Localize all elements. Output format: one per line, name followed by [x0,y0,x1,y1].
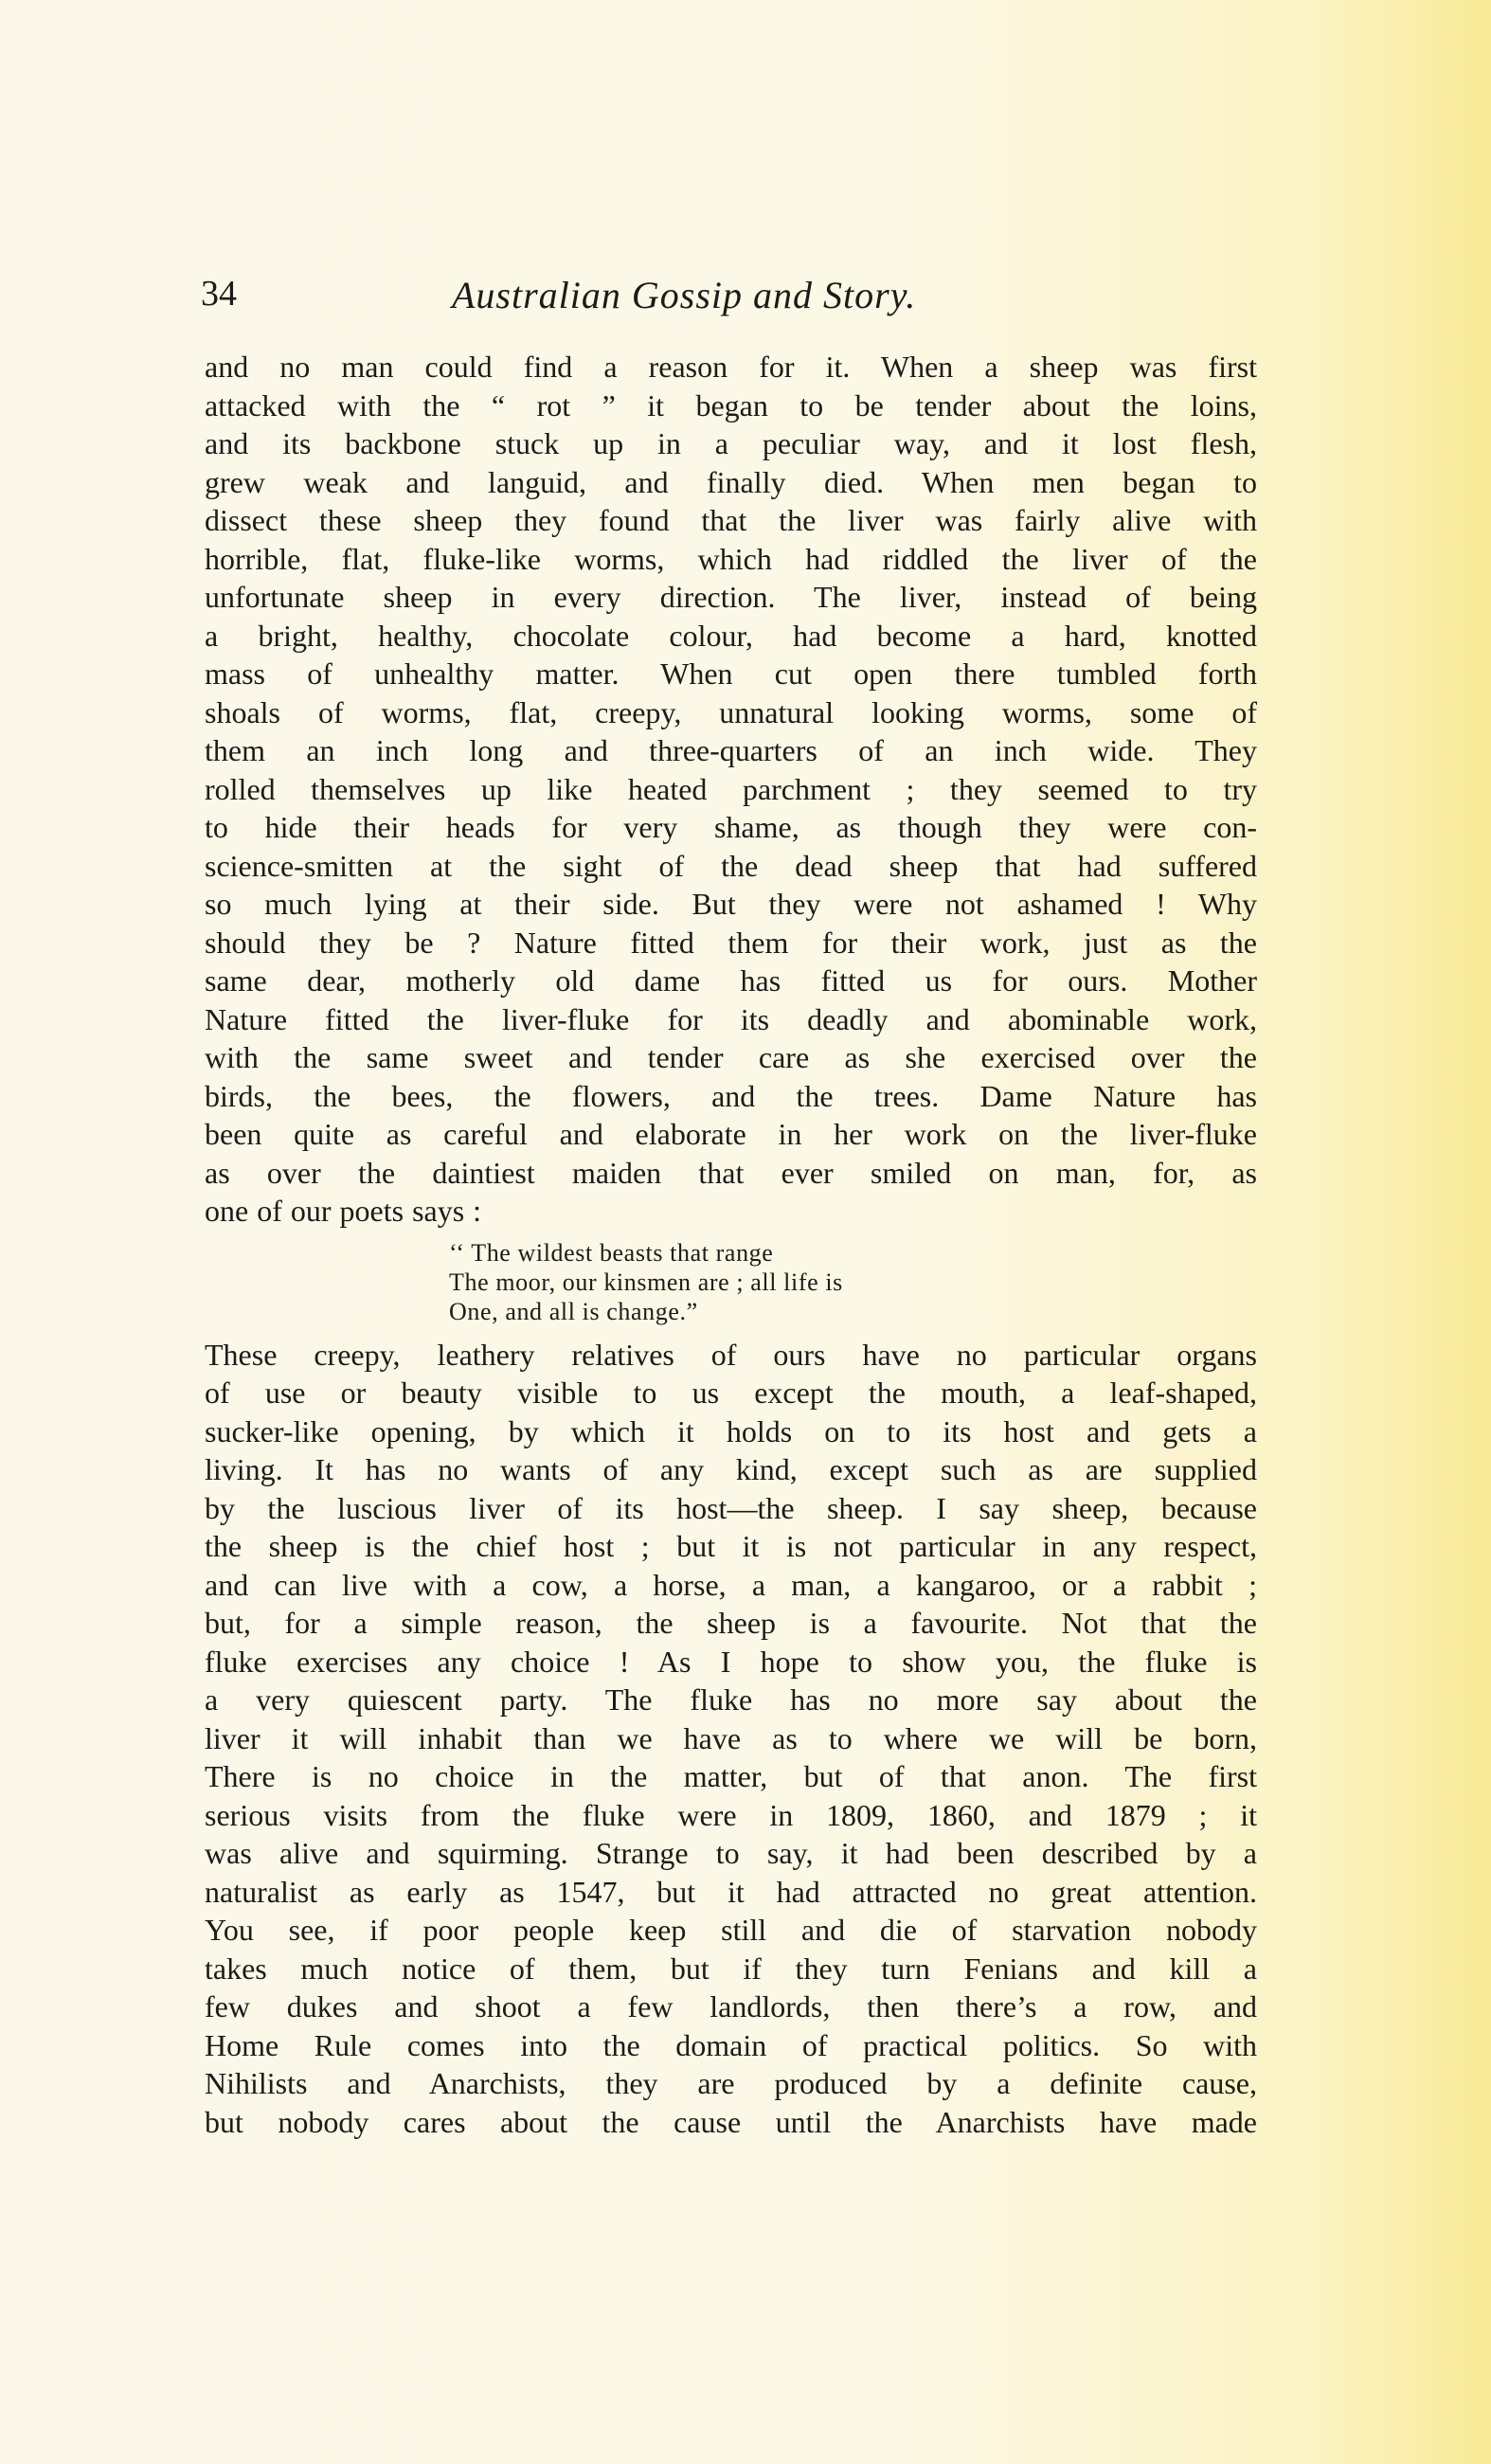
text-line: grew weak and languid, and finally died. When men began to [205,464,1257,499]
text-line: should they be ? Nature fitted them for their work, just as the [205,925,1257,960]
text-line: few dukes and shoot a few landlords, then there’s a row, and [205,1989,1257,2023]
text-line: and its backbone stuck up in a peculiar way, and it lost flesh, [205,426,1257,460]
text-line: serious visits from the fluke were in 1809, 1860, and 1879 ; it [205,1797,1257,1832]
text-line: a bright, healthy, chocolate colour, had become a hard, knotted [205,618,1257,653]
verse-line: One, and all is change.” [449,1297,698,1325]
text-line: sucker-like opening, by which it holds on to its host and gets a [205,1413,1257,1448]
text-line: science-smitten at the sight of the dead sheep that had suffered [205,848,1257,883]
text-line: and no man could find a reason for it. When a sheep was first [205,350,1257,384]
text-line: so much lying at their side. But they were not ashamed ! Why [205,887,1257,921]
running-head [201,273,1252,320]
text-line: to hide their heads for very shame, as though they were con- [205,810,1257,844]
text-line: was alive and squirming. Strange to say, it had been described by a [205,1836,1257,1870]
text-line: a very quiescent party. The fluke has no more say about the [205,1682,1257,1717]
text-line: takes much notice of them, but if they turn Fenians and kill a [205,1951,1257,1986]
text-line: birds, the bees, the flowers, and the trees. Dame Nature has [205,1078,1257,1113]
text-line: liver it will inhabit than we have as to where we will be born, [205,1720,1257,1755]
text-line: and can live with a cow, a horse, a man, a kangaroo, or a rabbit ; [205,1567,1257,1602]
text-line: living. It has no wants of any kind, except such as are supplied [205,1452,1257,1486]
text-line: but, for a simple reason, the sheep is a favourite. Not that the [205,1606,1257,1640]
text-line: of use or beauty visible to us except the mouth, a leaf-shaped, [205,1376,1257,1410]
body-text [205,348,1257,2141]
text-line: dissect these sheep they found that the liver was fairly alive with [205,503,1257,537]
text-line: one of our poets says : [205,1194,482,1228]
text-line: shoals of worms, flat, creepy, unnatural looking worms, some of [205,694,1257,729]
verse-line: The moor, our kinsmen are ; all life is [449,1268,843,1296]
text-line: There is no choice in the matter, but of that anon. The first [205,1759,1257,1793]
text-line: unfortunate sheep in every direction. The liver, instead of being [205,580,1257,614]
text-line: Nature fitted the liver-fluke for its deadly and abominable work, [205,1001,1257,1036]
text-line: by the luscious liver of its host—the sheep. I say sheep, because [205,1490,1257,1525]
verse-quotation [449,1231,1257,1330]
paragraph-2 [205,1336,1257,2142]
text-line: with the same sweet and tender care as she exercised over the [205,1040,1257,1074]
text-line: horrible, flat, fluke-like worms, which had riddled the liver of the [205,541,1257,576]
text-line: Home Rule comes into the domain of practical politics. So with [205,2027,1257,2062]
text-line: rolled themselves up like heated parchment ; they seemed to try [205,771,1257,806]
text-line: same dear, motherly old dame has fitted us for ours. Mother [205,963,1257,998]
text-line: been quite as careful and elaborate in her work on the liver-fluke [205,1117,1257,1151]
text-line: but nobody cares about the cause until the Anarchists have made [205,2104,1257,2139]
page-number: 34 [201,274,237,314]
text-line: Nihilists and Anarchists, they are produced by a definite cause, [205,2066,1257,2100]
text-line: them an inch long and three-quarters of an inch wide. They [205,733,1257,767]
running-title: Australian Gossip and Story. [452,274,917,316]
text-line: mass of unhealthy matter. When cut open there tumbled forth [205,656,1257,691]
text-line: the sheep is the chief host ; but it is not particular in any respect, [205,1529,1257,1563]
text-line: naturalist as early as 1547, but it had attracted no great attention. [205,1874,1257,1909]
text-line: fluke exercises any choice ! As I hope to show you, the fluke is [205,1644,1257,1679]
text-line: You see, if poor people keep still and die of starvation nobody [205,1913,1257,1947]
verse-line: ‘‘ The wildest beasts that range [449,1238,774,1267]
paragraph-1 [205,348,1257,1231]
text-line: as over the daintiest maiden that ever smiled on man, for, as [205,1155,1257,1190]
text-line: attacked with the “ rot ” it began to be tender about the loins, [205,387,1257,423]
text-line: These creepy, leathery relatives of ours have no particular organs [205,1337,1257,1372]
